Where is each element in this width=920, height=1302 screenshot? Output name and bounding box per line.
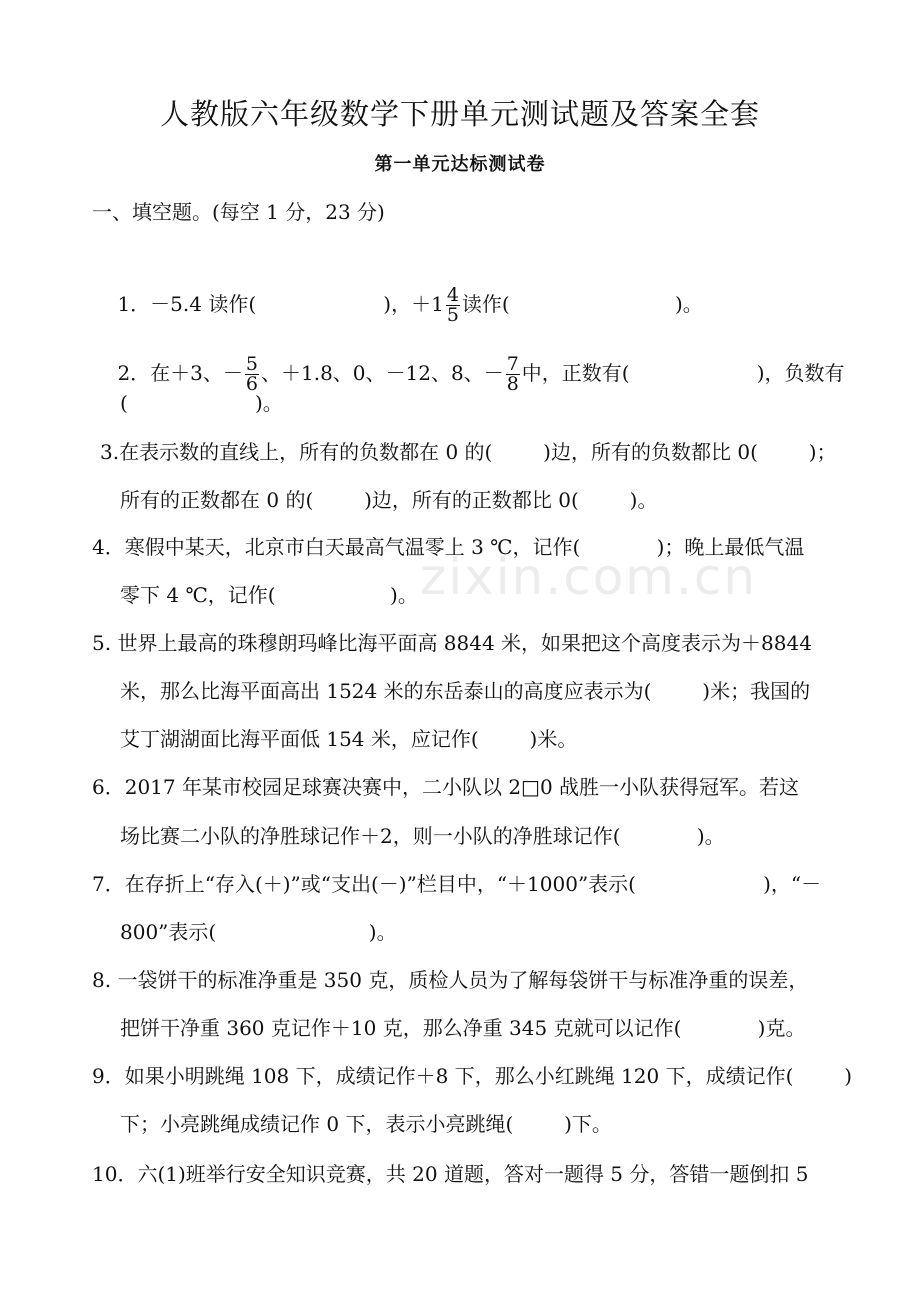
- question-3-line-2: 所有的正数都在 0 的( )边，所有的正数都比 0( )。: [120, 488, 658, 512]
- unit-subtitle: 第一单元达标测试卷: [374, 154, 546, 175]
- question-2-text-b: 、＋1.8、0、－12、8、－: [260, 361, 504, 385]
- question-9-line-2: 下；小亮跳绳成绩记作 0 下，表示小亮跳绳( )下。: [120, 1112, 612, 1136]
- document-title: 人教版六年级数学下册单元测试题及答案全套: [159, 97, 760, 131]
- question-8-line-1: 8. 一袋饼干的标准净重是 350 克，质检人员为了解每袋饼干与标准净重的误差，: [92, 968, 809, 992]
- section-heading: 一、填空题。(每空 1 分，23 分): [92, 200, 385, 224]
- question-1-text-a: 1．－5.4 读作( )，＋1: [117, 292, 444, 316]
- question-8-line-2: 把饼干净重 360 克记作＋10 克，那么净重 345 克就可以记作( )克。: [120, 1016, 806, 1040]
- question-4-line-2: 零下 4 ℃，记作( )。: [120, 583, 418, 607]
- question-1-text-b: 读作( )。: [461, 292, 703, 316]
- question-2-text-c: 中，正数有( )，负数有: [521, 361, 845, 385]
- question-9-line-1: 9．如果小明跳绳 108 下，成绩记作＋8 下，那么小红跳绳 120 下，成绩记作( ): [92, 1064, 853, 1088]
- fraction-4-5: $\frac{4}{5}$: [446, 284, 459, 326]
- question-6-line-1: 6．2017 年某市校园足球赛决赛中，二小队以 2□0 战胜一小队获得冠军。若这: [92, 775, 800, 799]
- question-7-line-2: 800”表示( )。: [120, 920, 397, 944]
- question-10-line-1: 10．六(1)班举行安全知识竞赛，共 20 道题，答对一题得 5 分，答错一题倒扣 5: [92, 1162, 809, 1186]
- watermark: zixin.com.cn: [420, 548, 758, 606]
- question-7-line-1: 7．在存折上“存入(＋)”或“支出(－)”栏目中，“＋1000”表示( )，“－: [92, 872, 822, 896]
- question-5-line-2: 米，那么比海平面高出 1524 米的东岳泰山的高度应表示为( )米；我国的: [120, 679, 811, 703]
- fraction-5-6: $\frac{5}{6}$: [245, 353, 258, 395]
- question-4-line-1: 4．寒假中某天，北京市白天最高气温零上 3 ℃，记作( )；晚上最低气温: [92, 535, 805, 559]
- question-5-line-3: 艾丁湖湖面比海平面低 154 米，应记作( )米。: [120, 727, 578, 751]
- fraction-7-8: $\frac{7}{8}$: [506, 353, 519, 395]
- question-2-text-a: 2．在＋3、－: [117, 361, 243, 385]
- question-3-line-1: 3.在表示数的直线上，所有的负数都在 0 的( )边，所有的负数都比 0( )；: [100, 440, 837, 464]
- question-6-line-2: 场比赛二小队的净胜球记作＋2，则一小队的净胜球记作( )。: [120, 824, 725, 848]
- question-2-line-2: ( )。: [120, 391, 283, 415]
- question-5-line-1: 5. 世界上最高的珠穆朗玛峰比海平面高 8844 米，如果把这个高度表示为＋8844: [92, 631, 812, 655]
